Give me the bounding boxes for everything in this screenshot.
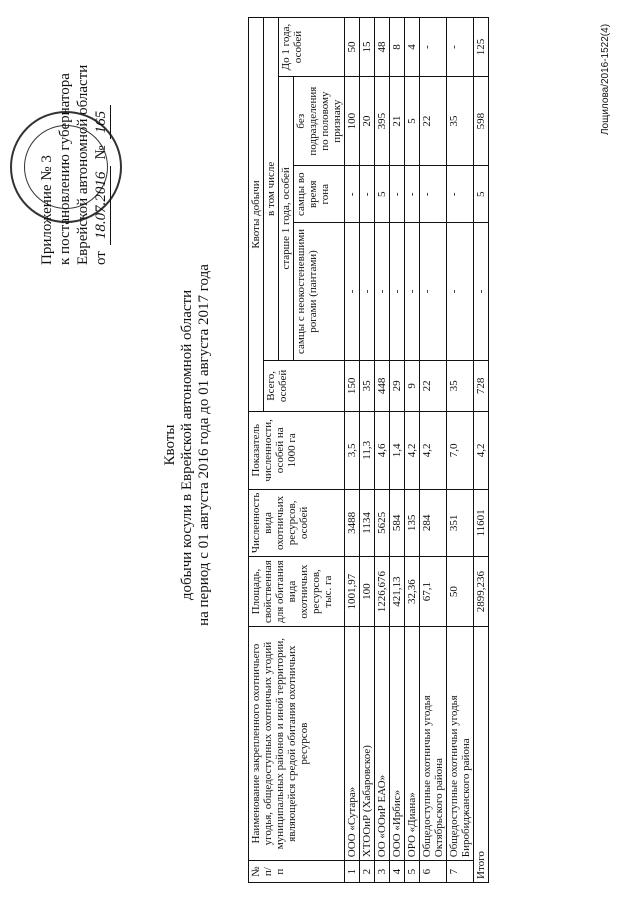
table-row [360, 18, 375, 883]
table-row [375, 18, 390, 883]
row-num: 4 [390, 861, 405, 883]
row-males-rut: - [360, 166, 375, 223]
row-population: 3488 [345, 489, 360, 557]
row-males-rut: - [405, 166, 420, 223]
row-total: 35 [447, 360, 474, 411]
row-males-horns: - [345, 223, 360, 361]
number-label: № [93, 145, 109, 160]
total-total: 728 [474, 360, 489, 411]
row-num: 7 [447, 861, 474, 883]
row-total: 35 [360, 360, 375, 411]
row-population: 135 [405, 489, 420, 557]
row-density: 4,2 [420, 412, 447, 490]
row-name: ХТООиР (Хабаровское) [360, 626, 375, 860]
row-num: 3 [375, 861, 390, 883]
row-males-horns: - [360, 223, 375, 361]
row-no-sex: 395 [375, 77, 390, 166]
appendix-line-2: к постановлению губернатора [57, 73, 73, 265]
header-area: Площадь, свойственная для обитания вида охотничьих ресурсов, тыс. га [249, 557, 345, 627]
document-title [162, 135, 213, 755]
header-males-rut: самцы во время гона [294, 166, 345, 223]
appendix-line-1: Приложение № 3 [39, 155, 55, 265]
row-under1: 48 [375, 18, 390, 77]
header-total: Всего, особей [264, 360, 345, 411]
row-males-rut: - [447, 166, 474, 223]
total-label: Итого [474, 626, 489, 882]
header-num: № п/п [249, 861, 345, 883]
row-area: 421,13 [390, 557, 405, 627]
total-under1: 125 [474, 18, 489, 77]
appendix-date-line [92, 25, 111, 265]
row-name: ООО «Ирбис» [390, 626, 405, 860]
row-num: 6 [420, 861, 447, 883]
table-row [390, 18, 405, 883]
row-under1: - [420, 18, 447, 77]
row-density: 4,6 [375, 412, 390, 490]
quota-table [248, 17, 489, 883]
header-no-sex: без подразделения по половому признаку [294, 77, 345, 166]
row-density: 1,4 [390, 412, 405, 490]
header-quotas: Квоты добычи [249, 18, 264, 412]
row-total: 448 [375, 360, 390, 411]
number-value: 165 [92, 105, 111, 140]
title-line-2: добычи косули в Еврейской автономной области [179, 289, 195, 601]
appendix-block [38, 25, 111, 265]
row-name: ОРО «Диана» [405, 626, 420, 860]
row-num: 5 [405, 861, 420, 883]
row-area: 32,36 [405, 557, 420, 627]
row-area: 1001,97 [345, 557, 360, 627]
row-area: 100 [360, 557, 375, 627]
row-males-horns: - [405, 223, 420, 361]
row-no-sex: 35 [447, 77, 474, 166]
row-under1: - [447, 18, 474, 77]
title-line-3: на период с 01 августа 2016 года до 01 августа 2017 года [196, 264, 212, 626]
row-no-sex: 5 [405, 77, 420, 166]
row-num: 2 [360, 861, 375, 883]
total-population: 11601 [474, 489, 489, 557]
row-population: 284 [420, 489, 447, 557]
row-males-rut: - [390, 166, 405, 223]
row-males-horns: - [390, 223, 405, 361]
row-males-horns: - [447, 223, 474, 361]
row-name: Общедоступные охотничьи угодья Биробиджанского района [447, 626, 474, 860]
row-name: Общедоступные охотничьи угодья Октябрьского района [420, 626, 447, 860]
row-under1: 8 [390, 18, 405, 77]
table-row [447, 18, 474, 883]
table-row [405, 18, 420, 883]
row-population: 5625 [375, 489, 390, 557]
row-males-horns: - [420, 223, 447, 361]
row-population: 584 [390, 489, 405, 557]
table-row [345, 18, 360, 883]
row-no-sex: 22 [420, 77, 447, 166]
row-area: 50 [447, 557, 474, 627]
row-population: 351 [447, 489, 474, 557]
header-under1: До 1 года, особей [279, 18, 345, 77]
total-area: 2899,236 [474, 557, 489, 627]
date-value: 18.07.2016 [92, 166, 111, 246]
header-population: Численность вида охотничьих ресурсов, особей [249, 489, 345, 557]
total-density: 4,2 [474, 412, 489, 490]
row-males-rut: - [420, 166, 447, 223]
total-males-rut: 5 [474, 166, 489, 223]
total-males-horns: - [474, 223, 489, 361]
total-no-sex: 598 [474, 77, 489, 166]
row-total: 9 [405, 360, 420, 411]
row-area: 1226,676 [375, 557, 390, 627]
row-no-sex: 100 [345, 77, 360, 166]
header-incl: в том числе [264, 18, 279, 361]
row-total: 150 [345, 360, 360, 411]
header-older: старше 1 года, особей [279, 77, 294, 361]
date-label: от [93, 251, 109, 265]
total-row [474, 18, 489, 883]
row-under1: 50 [345, 18, 360, 77]
header-males-horns: самцы с неокостеневшими рогами (пантами) [294, 223, 345, 361]
row-density: 4,2 [405, 412, 420, 490]
row-total: 22 [420, 360, 447, 411]
document-code: Лощилова/2016-1522(4) [600, 23, 611, 135]
row-total: 29 [390, 360, 405, 411]
row-num: 1 [345, 861, 360, 883]
header-density: Показатель численности, особей на 1000 га [249, 412, 345, 490]
row-density: 7,0 [447, 412, 474, 490]
row-density: 3,5 [345, 412, 360, 490]
row-no-sex: 21 [390, 77, 405, 166]
appendix-line-3: Еврейской автономной области [75, 64, 91, 265]
row-name: ООО «Сутара» [345, 626, 360, 860]
row-density: 11,3 [360, 412, 375, 490]
row-name: ОО «ООиР ЕАО» [375, 626, 390, 860]
title-line-1: Квоты [162, 424, 178, 466]
row-population: 1134 [360, 489, 375, 557]
row-under1: 4 [405, 18, 420, 77]
row-no-sex: 20 [360, 77, 375, 166]
row-males-rut: 5 [375, 166, 390, 223]
row-males-horns: - [375, 223, 390, 361]
table-row [420, 18, 447, 883]
row-under1: 15 [360, 18, 375, 77]
header-name: Наименование закрепленного охотничьего угодья, общедоступных охотничьих угодий муниципальных районов и иной территории, являющейся средой обитания охотничьих ресурсов [249, 626, 345, 860]
row-area: 67,1 [420, 557, 447, 627]
row-males-rut: - [345, 166, 360, 223]
